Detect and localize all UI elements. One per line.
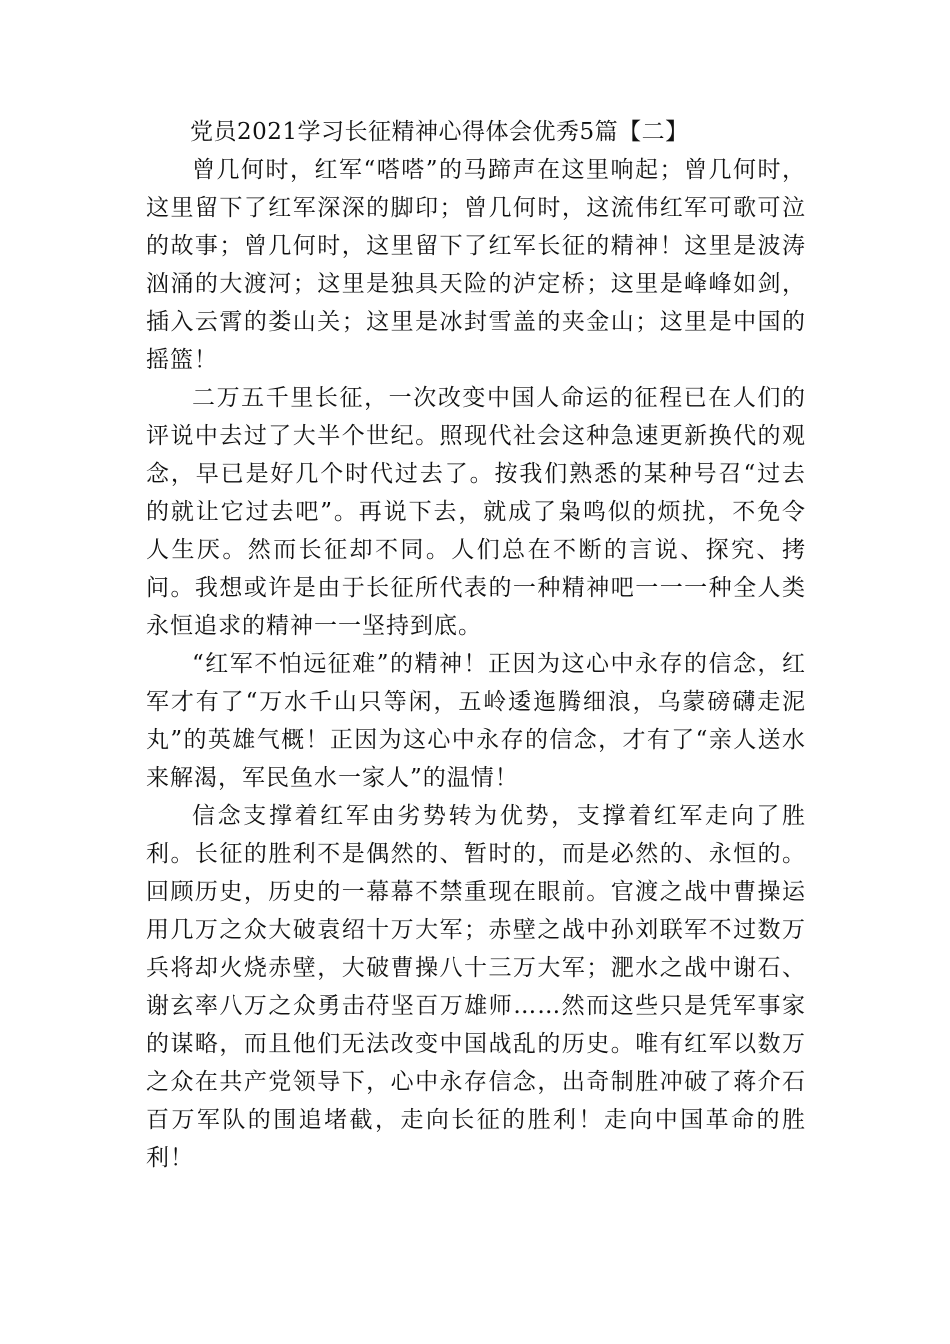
paragraph-1: 曾几何时，红军“嗒嗒”的马蹄声在这里响起；曾几何时，这里留下了红军深深的脚印；曾几何时，这流伟红军可歌可泣的故事；曾几何时，这里留下了红军长征的精神！这里是波涛汹涌的大渡河；这里是独具天险的泸定桥；这里是峰峰如剑，插入云霄的娄山关；这里是冰封雪盖的夹金山；这里是中国的摇篮！ [146,157,806,373]
paragraph-4: 信念支撑着红军由劣势转为优势，支撑着红军走向了胜利。长征的胜利不是偶然的、暂时的，而是必然的、永恒的。回顾历史，历史的一幕幕不禁重现在眼前。官渡之战中曹操运用几万之众大破袁绍十万大军；赤壁之战中孙刘联军不过数万兵将却火烧赤壁，大破曹操八十三万大军；淝水之战中谢石、谢玄率八万之众勇击苻坚百万雄师……然而这些只是凭军事家的谋略，而且他们无法改变中国战乱的历史。唯有红军以数万之众在共产党领导下，心中永存信念，出奇制胜冲破了蒋介石百万军队的围追堵截，走向长征的胜利！走向中国革命的胜利！ [146,803,806,1171]
paragraph-2: 二万五千里长征，一次改变中国人命运的征程已在人们的评说中去过了大半个世纪。照现代社会这种急速更新换代的观念，早已是好几个时代过去了。按我们熟悉的某种号召“过去的就让它过去吧”。再说下去，就成了枭鸣似的烦扰，不免令人生厌。然而长征却不同。人们总在不断的言说、探究、拷问。我想或许是由于长征所代表的一种精神吧一一一种全人类永恒追求的精神一一坚持到底。 [146,385,806,639]
document-page [146,114,806,1177]
paragraph-3: “红军不怕远征难”的精神！正因为这心中永存的信念，红军才有了“万水千山只等闲，五岭逶迤腾细浪，乌蒙磅礴走泥丸”的英雄气概！正因为这心中永存的信念，才有了“亲人送水来解渴，军民鱼水一家人”的温情！ [146,651,806,791]
document-title: 党员2021学习长征精神心得体会优秀5篇【二】 [190,119,689,145]
